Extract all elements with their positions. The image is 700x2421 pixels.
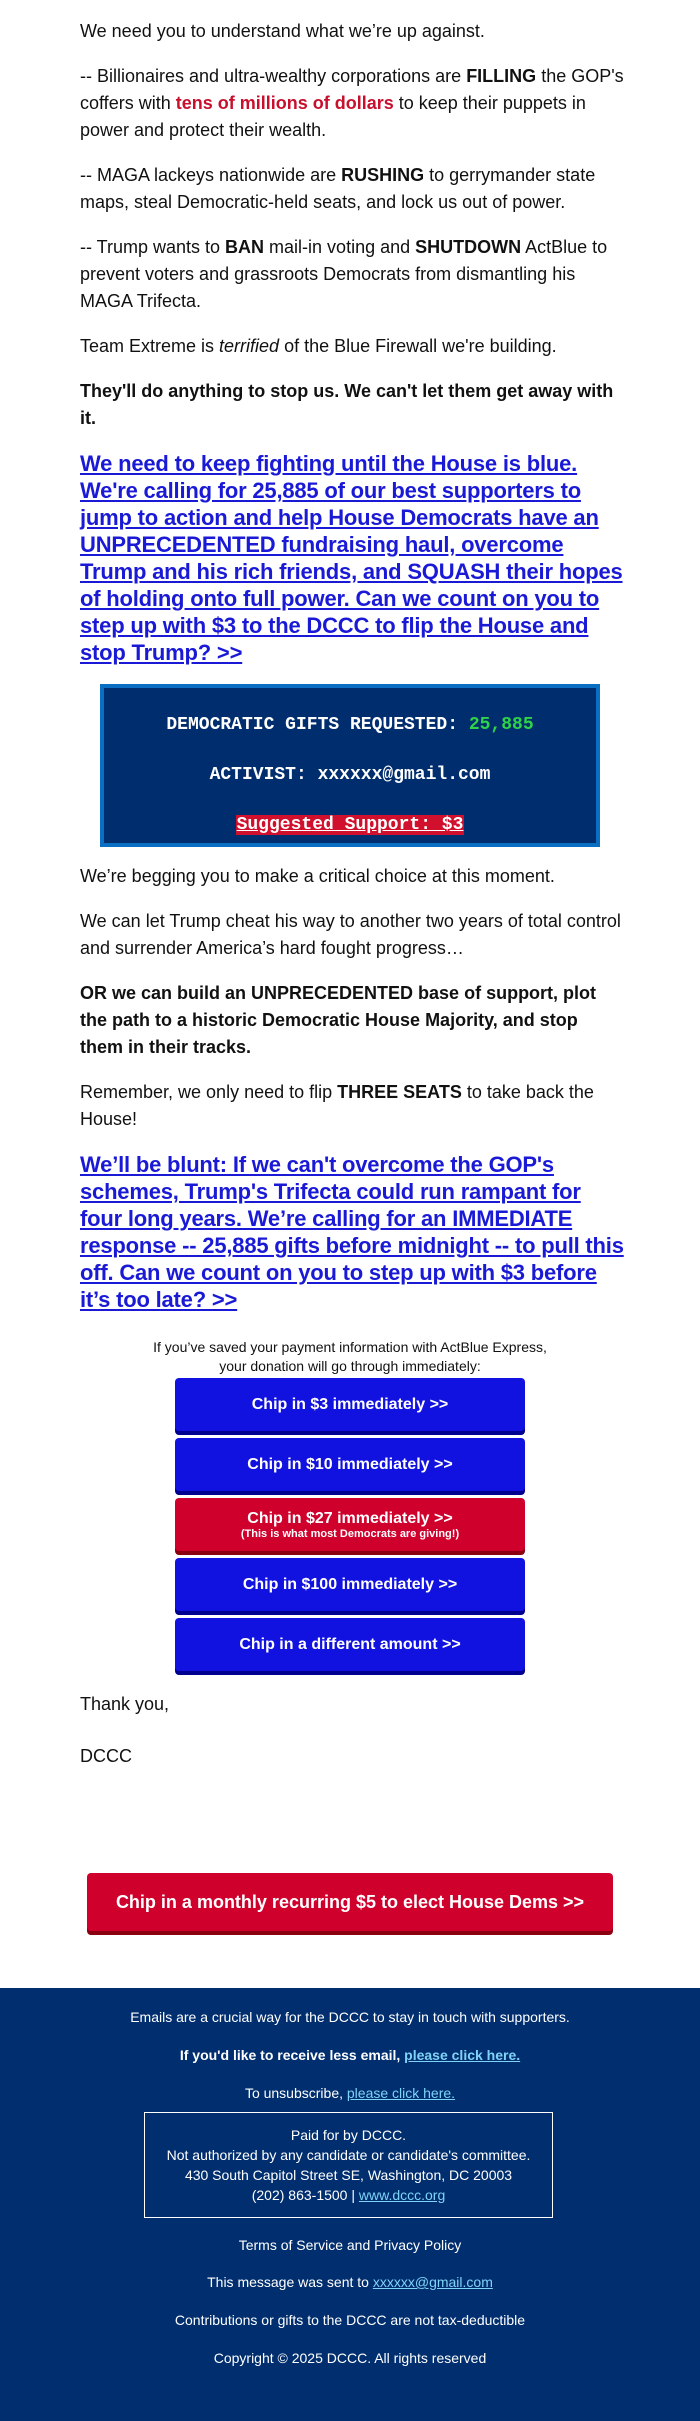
button-label: Chip in $3 immediately >> [251, 1396, 449, 1413]
text: to keep their puppets in power and protect their wealth. [80, 93, 586, 140]
trump-paragraph [80, 234, 625, 315]
gifts-label: DEMOCRATIC GIFTS REQUESTED: [166, 715, 469, 735]
donate-link-2[interactable]: We’ll be blunt: If we can't overcome the GOP's schemes, Trump's Trifecta could run rampant for four long years. We’re calling for an IMMEDIATE response -- 25,885 gifts before midnight -- to pull this off. Can we count on you to step up with $3 before it’s too late? >> [80, 1152, 624, 1312]
text: -- Trump wants to [80, 237, 226, 257]
unprecedented-paragraph: OR we can build an UNPRECEDENTED base of support, plot the path to a historic Democratic House Majority, and stop them in their tracks. [80, 983, 597, 1057]
email-body [80, 0, 625, 1313]
paid-for-text: Paid for by DCCC. [290, 2127, 407, 2143]
intro-paragraph: We need you to understand what we’re up against. [80, 21, 485, 41]
thank-you-text: Thank you, [80, 1694, 170, 1714]
footer-less-email [0, 2047, 700, 2063]
emphasis: RUSHING [341, 165, 425, 185]
maga-paragraph [80, 162, 625, 216]
donate-link-1[interactable]: We need to keep fighting until the House is blue. We're calling for 25,885 of our best supporters to jump to action and help House Democrats have an UNPRECEDENTED fundraising haul, overcome Trump and his rich friends, and SQUASH their hopes of holding onto full power. Can we count on you to step up with $3 to the DCCC to flip the House and stop Trump? >> [80, 451, 623, 665]
disclaimer-box [144, 2112, 553, 2218]
monthly-recurring-button[interactable] [87, 1873, 613, 1931]
signature: DCCC [80, 1746, 132, 1766]
emphasis: FILLING [466, 66, 537, 86]
cheat-paragraph: We can let Trump cheat his way to another two years of total control and surrender America’s hard fought progress… [80, 911, 621, 958]
activist-line: ACTIVIST: xxxxxx@gmail.com [209, 765, 491, 785]
chip-in-other-button[interactable] [175, 1618, 525, 1671]
text: -- MAGA lackeys nationwide are [80, 165, 342, 185]
emphasis: THREE SEATS [337, 1082, 462, 1102]
footer-unsubscribe [0, 2085, 700, 2101]
italic-emphasis: terrified [219, 336, 280, 356]
button-label: Chip in a monthly recurring $5 to elect House Dems >> [115, 1891, 585, 1912]
phone-text: (202) 863-1500 | [251, 2187, 359, 2203]
text: To unsubscribe, [244, 2085, 347, 2101]
gifts-requested-line [104, 700, 596, 750]
not-authorized-text: Not authorized by any candidate or candidate's committee. [166, 2147, 531, 2163]
gifts-requested-box [100, 684, 600, 847]
footer-emails-note: Emails are a crucial way for the DCCC to stay in touch with supporters. [130, 2009, 570, 2025]
button-label: Chip in a different amount >> [239, 1636, 461, 1653]
button-label: Chip in $10 immediately >> [247, 1456, 453, 1473]
recipient-email-link[interactable]: xxxxxx@gmail.com [372, 2274, 493, 2290]
gifts-value: 25,885 [468, 715, 534, 735]
team-extreme-paragraph [80, 333, 625, 360]
button-label: Chip in $27 immediately >> [247, 1510, 453, 1527]
contact-line [145, 2185, 552, 2205]
actblue-express-note [0, 1338, 700, 1376]
terms-privacy[interactable]: Terms of Service and Privacy Policy [238, 2237, 462, 2253]
less-email-link[interactable]: please click here. [404, 2047, 521, 2063]
three-seats-paragraph [80, 1079, 625, 1133]
begging-paragraph: We’re begging you to make a critical choice at this moment. [80, 866, 555, 886]
text: to take back the House! [80, 1082, 594, 1129]
sent-to-line [0, 2274, 700, 2290]
suggested-support-line [104, 800, 596, 850]
copyright: Copyright © 2025 DCCC. All rights reserved [213, 2350, 487, 2366]
website-link[interactable]: www.dccc.org [358, 2187, 446, 2203]
text: Remember, we only need to flip [80, 1082, 338, 1102]
bold-paragraph: They'll do anything to stop us. We can't let them get away with it. [80, 381, 614, 428]
chip-in-100-button[interactable] [175, 1558, 525, 1611]
button-note: (This is what most Democrats are giving!) [240, 1528, 460, 1540]
text: ActBlue to prevent voters and grassroots Democrats from dismantling his MAGA Trifecta. [80, 237, 608, 311]
emphasis: BAN [225, 237, 265, 257]
chip-in-3-button[interactable] [175, 1378, 525, 1431]
express-line-1: If you’ve saved your payment information with ActBlue Express, [153, 1339, 547, 1355]
chip-in-27-button[interactable] [175, 1498, 525, 1551]
text: If you'd like to receive less email, [179, 2047, 405, 2063]
emphasis: SHUTDOWN [415, 237, 522, 257]
text: This message was sent to [207, 2274, 373, 2290]
text: to gerrymander state maps, steal Democratic-held seats, and lock us out of power. [80, 165, 596, 212]
text: of the Blue Firewall we're building. [279, 336, 557, 356]
tax-note: Contributions or gifts to the DCCC are not tax-deductible [174, 2312, 526, 2328]
express-line-2: your donation will go through immediately: [219, 1358, 481, 1374]
address-text: 430 South Capitol Street SE, Washington, DC 20003 [184, 2167, 513, 2183]
button-label: Chip in $100 immediately >> [242, 1576, 458, 1593]
chip-in-10-button[interactable] [175, 1438, 525, 1491]
text: mail-in voting and [264, 237, 416, 257]
suggested-support-link[interactable]: Suggested Support: $3 [236, 815, 464, 835]
unsubscribe-link[interactable]: please click here. [346, 2085, 456, 2101]
text: Team Extreme is [80, 336, 220, 356]
red-emphasis: tens of millions of dollars [175, 93, 394, 113]
footer [0, 1988, 700, 2421]
billionaires-paragraph [80, 63, 625, 144]
text: the GOP's coffers with [80, 66, 624, 113]
text: -- Billionaires and ultra-wealthy corporations are [80, 66, 467, 86]
